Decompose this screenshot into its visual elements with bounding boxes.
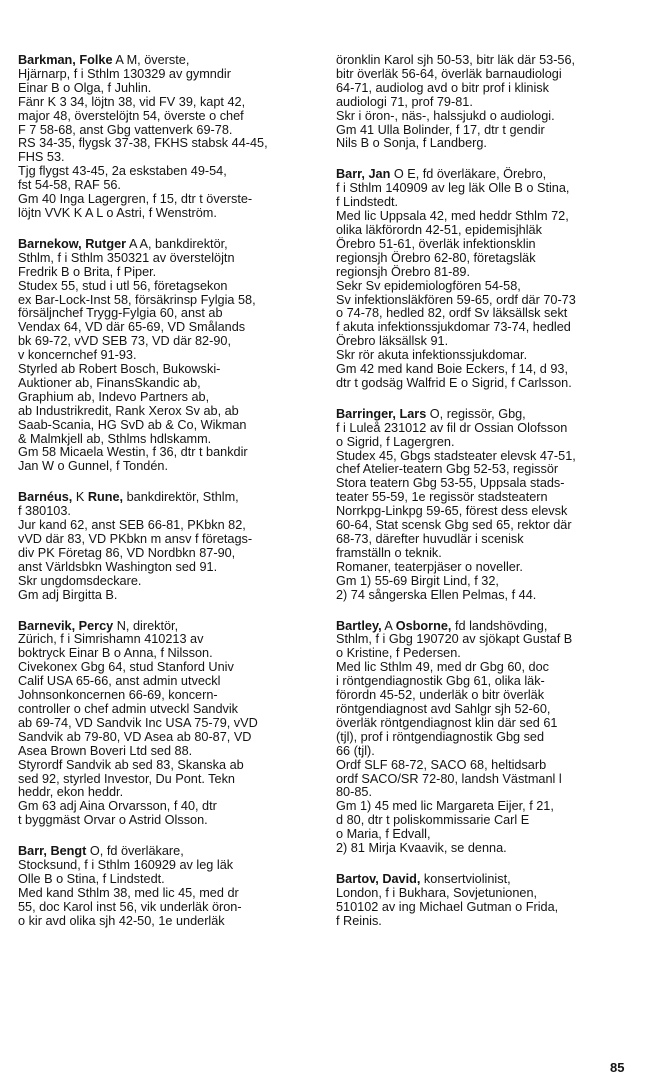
- entry-heading-rest: A A, bankdirektör,: [126, 236, 228, 251]
- entry-text-line: f i Luleå 231012 av fil dr Ossian Olofsson: [336, 420, 568, 435]
- entry-text-line: vVD där 83, VD PKbkn m ansv f företags-: [18, 532, 253, 546]
- entry-text-line: o Kristine, f Pedersen.: [336, 646, 461, 661]
- biography-entry-barr-jan: [336, 168, 636, 391]
- entry-text-line: o Sigrid, f Lagergren.: [336, 434, 455, 449]
- entry-text-line: Civekonex Gbg 64, stud Stanford Univ: [18, 660, 234, 675]
- entry-text-line: öronklin Karol sjh 50-53, bitr läk där 53-56,: [336, 53, 576, 67]
- entry-text-line: regionsjh Örebro 81-89.: [336, 264, 470, 279]
- entry-text-line: Med kand Sthlm 38, med lic 45, med dr: [18, 885, 239, 900]
- entry-text-line: ab Industrikredit, Rank Xerox Sv ab, ab: [18, 403, 239, 418]
- entry-text-line: ab 69-74, VD Sandvik Inc USA 75-79, vVD: [18, 715, 258, 730]
- entry-heading-rest: N, direktör,: [113, 618, 179, 633]
- biography-entry-bartov: [336, 873, 636, 929]
- entry-text-line: Studex 45, Gbgs stadsteater elevsk 47-51,: [336, 448, 576, 463]
- biography-entry-barr-bengt: [18, 845, 316, 928]
- entry-text-line: Skr i öron-, näs-, halssjukd o audiologi.: [336, 108, 555, 123]
- biography-entry-bartley: [336, 620, 636, 856]
- biography-entry-barneus: [18, 491, 316, 602]
- entry-text-line: 60-64, Stat scensk Gbg sed 65, rektor där: [336, 518, 572, 533]
- entry-text-line: Zürich, f i Simrishamn 410213 av: [18, 632, 204, 647]
- entry-text-line: Fänr K 3 34, löjtn 38, vid FV 39, kapt 42,: [18, 94, 246, 109]
- entry-given-name: Jan: [368, 167, 391, 182]
- entry-text-line: Sekr Sv epidemiologfören 54-58,: [336, 278, 521, 293]
- entry-text-line: Gm 63 adj Aina Orvarsson, f 40, dtr: [18, 799, 217, 814]
- entry-text-line: dtr t godsäg Walfrid E o Sigrid, f Carlsson.: [336, 375, 572, 390]
- entry-text-line: förordn 45-52, underläk o bitr överläk: [336, 688, 545, 703]
- entry-text-line: F 7 58-68, anst Gbg vattenverk 69-78.: [18, 122, 233, 137]
- entry-surname: Bartley,: [336, 618, 382, 633]
- entry-text-line: London, f i Bukhara, Sovjetunionen,: [336, 885, 538, 900]
- entry-text-line: Gm 1) 55-69 Birgit Lind, f 32,: [336, 573, 499, 588]
- entry-text-line: d 80, dtr t poliskommissarie Carl E: [336, 813, 530, 828]
- entry-surname: Barkman,: [18, 53, 76, 67]
- entry-text-line: 66 (tjl).: [336, 743, 375, 758]
- biography-entry-barnekow: [18, 238, 316, 474]
- entry-text-line: Calif USA 65-66, anst admin utveckl: [18, 674, 221, 689]
- entry-text-line: 510102 av ing Michael Gutman o Frida,: [336, 899, 559, 914]
- entry-text-line: ordf SACO/SR 72-80, landsh Västmanl l: [336, 771, 562, 786]
- entry-text-line: Skr rör akuta infektionssjukdomar.: [336, 348, 528, 363]
- entry-text-line: controller o chef admin utveckl Sandvik: [18, 701, 239, 716]
- entry-heading-rest: O, fd överläkare,: [86, 844, 184, 859]
- entry-surname: Barringer,: [336, 406, 396, 421]
- entry-text-line: v koncernchef 91-93.: [18, 348, 137, 363]
- entry-given-name: Folke: [79, 53, 113, 67]
- entry-text-line: framställn o teknik.: [336, 545, 442, 560]
- entry-text-line: Sthlm, f i Sthlm 350321 av överstelöjtn: [18, 250, 235, 265]
- entry-given-name: Osborne,: [395, 618, 452, 633]
- entry-text-line: Studex 55, stud i utl 56, företagsekon: [18, 278, 228, 293]
- entry-heading-rest: konsertviolinist,: [420, 871, 511, 886]
- biography-entry-barnevik: [18, 620, 316, 829]
- entry-heading: [18, 491, 316, 505]
- entry-given-name: Bengt: [50, 844, 87, 859]
- entry-text-line: Olle B o Stina, f Lindstedt.: [18, 871, 165, 886]
- entry-text-line: 2) 74 sångerska Ellen Pelmas, f 44.: [336, 587, 537, 602]
- entry-heading: [336, 168, 636, 182]
- entry-text-line: Nils B o Sonja, f Landberg.: [336, 136, 487, 151]
- entry-text-line: chef Atelier-teatern Gbg 52-53, regissör: [336, 462, 559, 477]
- entry-text-line: Fredrik B o Brita, f Piper.: [18, 264, 157, 279]
- entry-text-line: Vendax 64, VD där 65-69, VD Smålands: [18, 320, 246, 335]
- entry-text-line: löjtn VVK K A L o Astri, f Wenström.: [18, 205, 217, 220]
- entry-surname: Barnevik,: [18, 618, 76, 633]
- entry-text-line: Gm 58 Micaela Westin, f 36, dtr t bankdir: [18, 445, 248, 460]
- entry-text-line: bitr överläk 56-64, överläk barnaudiologi: [336, 66, 562, 81]
- entry-text-line: audiologi 71, prof 79-81.: [336, 94, 473, 109]
- entry-text-line: Med lic Sthlm 49, med dr Gbg 60, doc: [336, 660, 549, 675]
- entry-text-line: f Reinis.: [336, 913, 382, 928]
- entry-text-line: Auktioner ab, FinansSkandic ab,: [18, 375, 201, 390]
- entry-text-line: Hjärnarp, f i Sthlm 130329 av gymndir: [18, 66, 231, 81]
- entry-text-line: 55, doc Karol inst 56, vik underläk öron-: [18, 899, 242, 914]
- entry-heading-rest: bankdirektör, Sthlm,: [123, 490, 239, 505]
- left-column: [18, 54, 316, 946]
- entry-text-line: ex Bar-Lock-Inst 58, försäkrinsp Fylgia 58,: [18, 292, 256, 307]
- entry-text-line: Graphium ab, Indevo Partners ab,: [18, 389, 210, 404]
- entry-text-line: 68-73, därefter huvudlär i scenisk: [336, 532, 524, 546]
- entry-text-line: boktryck Einar B o Anna, f Nilsson.: [18, 646, 213, 661]
- entry-text-line: Johnsonkoncernen 66-69, koncern-: [18, 688, 218, 703]
- entry-text-line: RS 34-35, flygsk 37-38, FKHS stabsk 44-45,: [18, 136, 268, 151]
- entry-text-line: anst Världsbkn Washington sed 91.: [18, 559, 218, 574]
- entry-surname: Barr,: [336, 167, 365, 182]
- entry-text-line: regionsjh Örebro 62-80, företagsläk: [336, 250, 536, 265]
- entry-text-line: Norrkpg-Linkpg 59-65, förest dess elevsk: [336, 504, 568, 519]
- entry-given-name: Rutger: [85, 236, 127, 251]
- entry-text-line: o kir avd olika sjh 42-50, 1e underläk: [18, 913, 225, 928]
- entry-text-line: Jan W o Gunnel, f Tondén.: [18, 459, 168, 474]
- entry-heading: [18, 238, 316, 252]
- entry-text-line: Stocksund, f i Sthlm 160929 av leg läk: [18, 858, 234, 873]
- entry-given-initial: A: [381, 618, 396, 633]
- entry-text-line: Örebro läksällsk 91.: [336, 334, 449, 349]
- entry-heading: [18, 54, 316, 68]
- page-number: 85: [610, 1060, 625, 1075]
- entry-text-line: Örebro 51-61, överläk infektionsklin: [336, 236, 536, 251]
- entry-text-line: t byggmäst Orvar o Astrid Olsson.: [18, 813, 208, 828]
- entry-surname: Barnéus,: [18, 490, 73, 505]
- entry-text-line: o Maria, f Edvall,: [336, 827, 431, 842]
- entry-text-line: f akuta infektionssjukdomar 73-74, hedled: [336, 320, 571, 335]
- entry-text-line: i röntgendiagnostik Gbg 61, olika läk-: [336, 674, 545, 689]
- entry-text-line: & Malmkjell ab, Sthlms hdlskamm.: [18, 431, 212, 446]
- entry-text-line: Gm 41 Ulla Bolinder, f 17, dtr t gendir: [336, 122, 545, 137]
- entry-heading: [18, 845, 316, 859]
- entry-text-line: Sthlm, f i Gbg 190720 av sjökapt Gustaf B: [336, 632, 573, 647]
- entry-text-line: Styrordf Sandvik ab sed 83, Skanska ab: [18, 757, 244, 772]
- entry-text-line: Gm adj Birgitta B.: [18, 587, 118, 602]
- entry-text-line: f Lindstedt.: [336, 195, 399, 210]
- entry-text-line: f i Sthlm 140909 av leg läk Olle B o Stina,: [336, 181, 570, 196]
- entry-text-line: (tjl), prof i röntgendiagnostik Gbg sed: [336, 729, 545, 744]
- entry-surname: Barnekow,: [18, 236, 82, 251]
- entry-text-line: FHS 53.: [18, 150, 65, 165]
- entry-surname: Barr,: [18, 844, 47, 859]
- right-column: [336, 54, 636, 946]
- biography-entry-barr-bengt-cont: [336, 54, 636, 151]
- entry-text-line: heddr, ekon heddr.: [18, 785, 124, 800]
- entry-text-line: Skr ungdomsdeckare.: [18, 573, 142, 588]
- entry-heading: [336, 873, 636, 887]
- entry-text-line: fst 54-58, RAF 56.: [18, 178, 121, 193]
- entry-text-line: Einar B o Olga, f Juhlin.: [18, 80, 152, 95]
- entry-text-line: överläk röntgendiagnost klin där sed 61: [336, 715, 558, 730]
- entry-text-line: bk 69-72, vVD SEB 73, VD där 82-90,: [18, 334, 231, 349]
- entry-text-line: Sv infektionsläkfören 59-65, ordf där 70-73: [336, 292, 576, 307]
- entry-heading-rest: A M, överste,: [112, 53, 190, 67]
- entry-text-line: olika läkförordn 42-51, epidemisjhläk: [336, 222, 542, 237]
- entry-heading: [18, 620, 316, 634]
- entry-text-line: Sandvik ab 79-80, VD Asea ab 80-87, VD: [18, 729, 252, 744]
- entry-text-line: Gm 40 Inga Lagergren, f 15, dtr t överste-: [18, 192, 253, 207]
- entry-heading: [336, 620, 636, 634]
- entry-text-line: f 380103.: [18, 504, 71, 519]
- entry-surname: Bartov,: [336, 871, 379, 886]
- biography-entry-barringer: [336, 408, 636, 603]
- entry-text-line: Romaner, teaterpjäser o noveller.: [336, 559, 523, 574]
- entry-text-line: major 48, överstelöjtn 54, överste o chef: [18, 108, 244, 123]
- entry-given-initial: K: [72, 490, 88, 505]
- biography-entry-barkman: [18, 54, 316, 221]
- entry-text-line: Asea Brown Boveri Ltd sed 88.: [18, 743, 193, 758]
- entry-text-line: o 74-78, hedled 82, ordf Sv läksällsk sekt: [336, 306, 568, 321]
- entry-heading: [336, 408, 636, 422]
- entry-text-line: Gm 1) 45 med lic Margareta Eijer, f 21,: [336, 799, 554, 814]
- entry-given-name: Rune,: [87, 490, 124, 505]
- entry-text-line: Med lic Uppsala 42, med heddr Sthlm 72,: [336, 209, 569, 224]
- entry-text-line: sed 92, styrled Investor, Du Pont. Tekn: [18, 771, 235, 786]
- entry-text-line: Styrled ab Robert Bosch, Bukowski-: [18, 362, 221, 377]
- entry-text-line: div PK Företag 86, VD Nordbkn 87-90,: [18, 545, 236, 560]
- entry-text-line: 80-85.: [336, 785, 372, 800]
- entry-given-name: David,: [382, 871, 421, 886]
- entry-text-line: Gm 42 med kand Boie Eckers, f 14, d 93,: [336, 362, 569, 377]
- entry-text-line: 2) 81 Mirja Kvaavik, se denna.: [336, 841, 507, 856]
- entry-text-line: Tjg flygst 43-45, 2a eskstaben 49-54,: [18, 164, 227, 179]
- entry-text-line: 64-71, audiolog avd o bitr prof i klinisk: [336, 80, 549, 95]
- entry-text-line: teater 55-59, 1e regissör stadsteatern: [336, 490, 548, 505]
- entry-heading-rest: O, regissör, Gbg,: [426, 406, 526, 421]
- entry-text-line: Jur kand 62, anst SEB 66-81, PKbkn 82,: [18, 518, 246, 533]
- entry-heading-rest: fd landshövding,: [451, 618, 548, 633]
- entry-text-line: Saab-Scania, HG SvD ab & Co, Wikman: [18, 417, 247, 432]
- entry-text-line: Ordf SLF 68-72, SACO 68, heltidsarb: [336, 757, 547, 772]
- entry-given-name: Percy: [78, 618, 114, 633]
- entry-given-name: Lars: [399, 406, 427, 421]
- entry-text-line: röntgendiagnost avd Sahlgr sjh 52-60,: [336, 701, 551, 716]
- entry-text-line: försäljnchef Trygg-Fylgia 60, anst ab: [18, 306, 223, 321]
- entry-text-line: Stora teatern Gbg 53-55, Uppsala stads-: [336, 476, 565, 491]
- entry-heading-rest: O E, fd överläkare, Örebro,: [390, 167, 547, 182]
